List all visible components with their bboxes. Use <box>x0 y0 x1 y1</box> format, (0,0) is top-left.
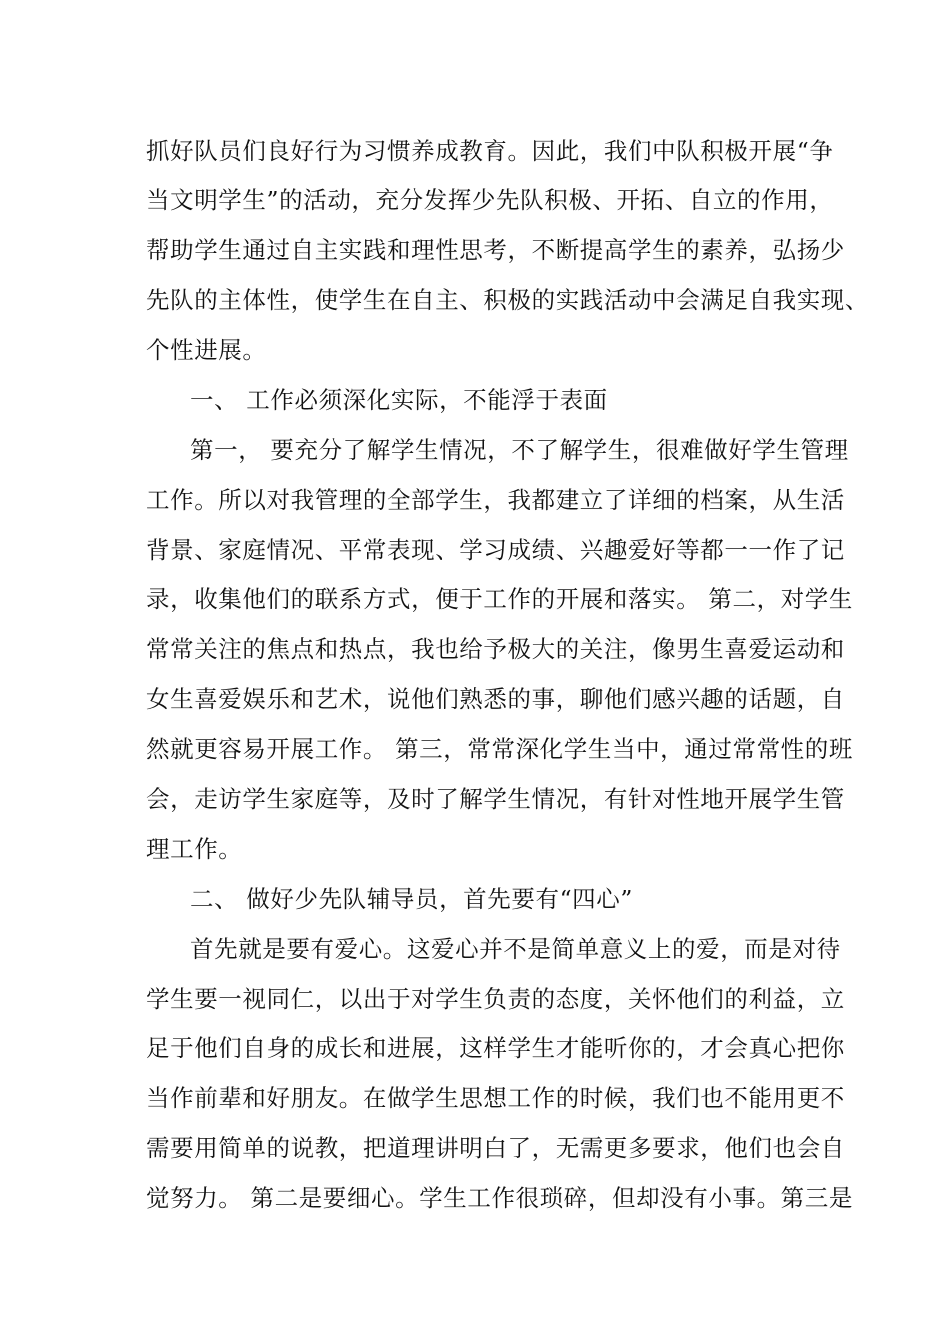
text-line: 个性进展。 <box>146 336 267 364</box>
text-line: 先队的主体性，使学生在自主、积极的实践活动中会满足自我实现、 <box>146 286 869 314</box>
text-line: 学生要一视同仁，以出于对学生负责的态度，关怀他们的利益，立 <box>146 985 845 1013</box>
text-line: 理工作。 <box>146 835 243 863</box>
text-line: 足于他们自身的成长和进展，这样学生才能听你的，才会真心把你 <box>146 1034 845 1062</box>
text-line: 女生喜爱娱乐和艺术，说他们熟悉的事，聊他们感兴趣的话题，自 <box>146 685 845 713</box>
text-line: 会，走访学生家庭等，及时了解学生情况，有针对性地开展学生管 <box>146 785 845 813</box>
text-line: 工作。所以对我管理的全部学生，我都建立了详细的档案，从生活 <box>146 486 845 514</box>
text-line: 然就更容易开展工作。 第三，常常深化学生当中，通过常常性的班 <box>146 735 853 763</box>
section-heading: 一、 工作必须深化实际，不能浮于表面 <box>190 386 608 414</box>
text-line: 当文明学生”的活动，充分发挥少先队积极、开拓、自立的作用， <box>146 186 834 214</box>
text-line: 首先就是要有爱心。这爱心并不是简单意义上的爱，而是对待 <box>190 935 841 963</box>
text-line: 当作前辈和好朋友。在做学生思想工作的时候，我们也不能用更不 <box>146 1084 845 1112</box>
text-line: 帮助学生通过自主实践和理性思考，不断提高学生的素养，弘扬少 <box>146 236 845 264</box>
text-line: 抓好队员们良好行为习惯养成教育。因此，我们中队积极开展“争 <box>146 137 834 165</box>
text-line: 录，收集他们的联系方式，便于工作的开展和落实。 第二，对学生 <box>146 585 853 613</box>
section-heading: 二、 做好少先队辅导员，首先要有“四心” <box>190 885 633 913</box>
text-line: 觉努力。 第二是要细心。学生工作很琐碎，但却没有小事。第三是 <box>146 1184 853 1212</box>
text-line: 需要用简单的说教，把道理讲明白了，无需更多要求，他们也会自 <box>146 1134 845 1162</box>
text-line: 背景、家庭情况、平常表现、学习成绩、兴趣爱好等都一一作了记 <box>146 536 845 564</box>
text-line: 常常关注的焦点和热点，我也给予极大的关注，像男生喜爱运动和 <box>146 635 845 663</box>
text-line: 第一， 要充分了解学生情况，不了解学生，很难做好学生管理 <box>190 436 849 464</box>
